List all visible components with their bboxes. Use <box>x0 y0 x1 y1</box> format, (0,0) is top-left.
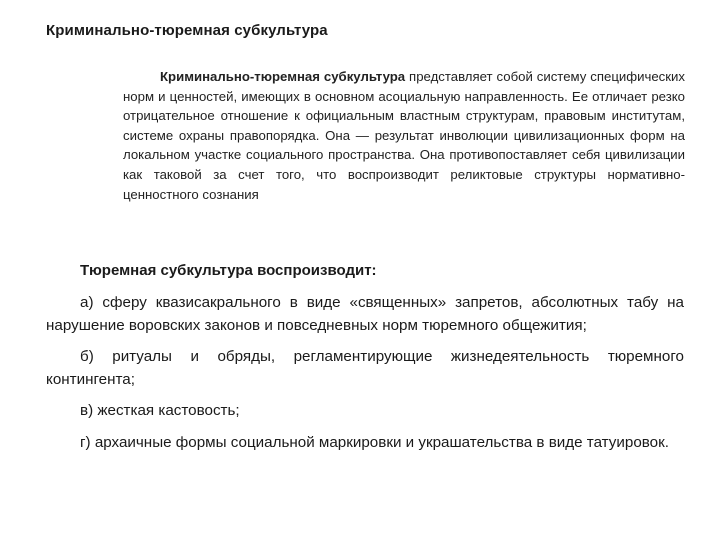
intro-term: Криминально-тюремная субкультура <box>160 69 406 84</box>
intro-text: представляет собой систему специфических норм и ценностей, имеющих в основном асоциальную направленность. Ее отличает резко отрицательное отношение к официальным властным структурам, правовым институтам, системе охраны правопорядка. Она — результат инволюции цивилизационных форм на локальном участке социального пространства. Она противопоставляет себя цивилизации как таковой за счет того, что воспроизводит реликтовые структуры нормативно-ценностного сознания <box>123 69 685 202</box>
list-heading: Тюремная субкультура воспроизводит: <box>80 262 377 279</box>
list-item-v: в) жесткая кастовость; <box>80 402 240 419</box>
intro-paragraph <box>123 67 685 204</box>
list-item-b: б) ритуалы и обряды, регламентирующие жизнедеятельность тюремного контингента; <box>46 348 684 388</box>
list-item-g: г) архаичные формы социальной маркировки и украшательства в виде татуировок. <box>80 433 669 451</box>
slide-title: Криминально-тюремная субкультура <box>46 22 328 39</box>
list-item-a: а) сферу квазисакрального в виде «священных» запретов, абсолютных табу на нарушение воровских законов и повседневных норм тюремного общежития; <box>46 294 684 334</box>
items-list <box>46 292 684 463</box>
